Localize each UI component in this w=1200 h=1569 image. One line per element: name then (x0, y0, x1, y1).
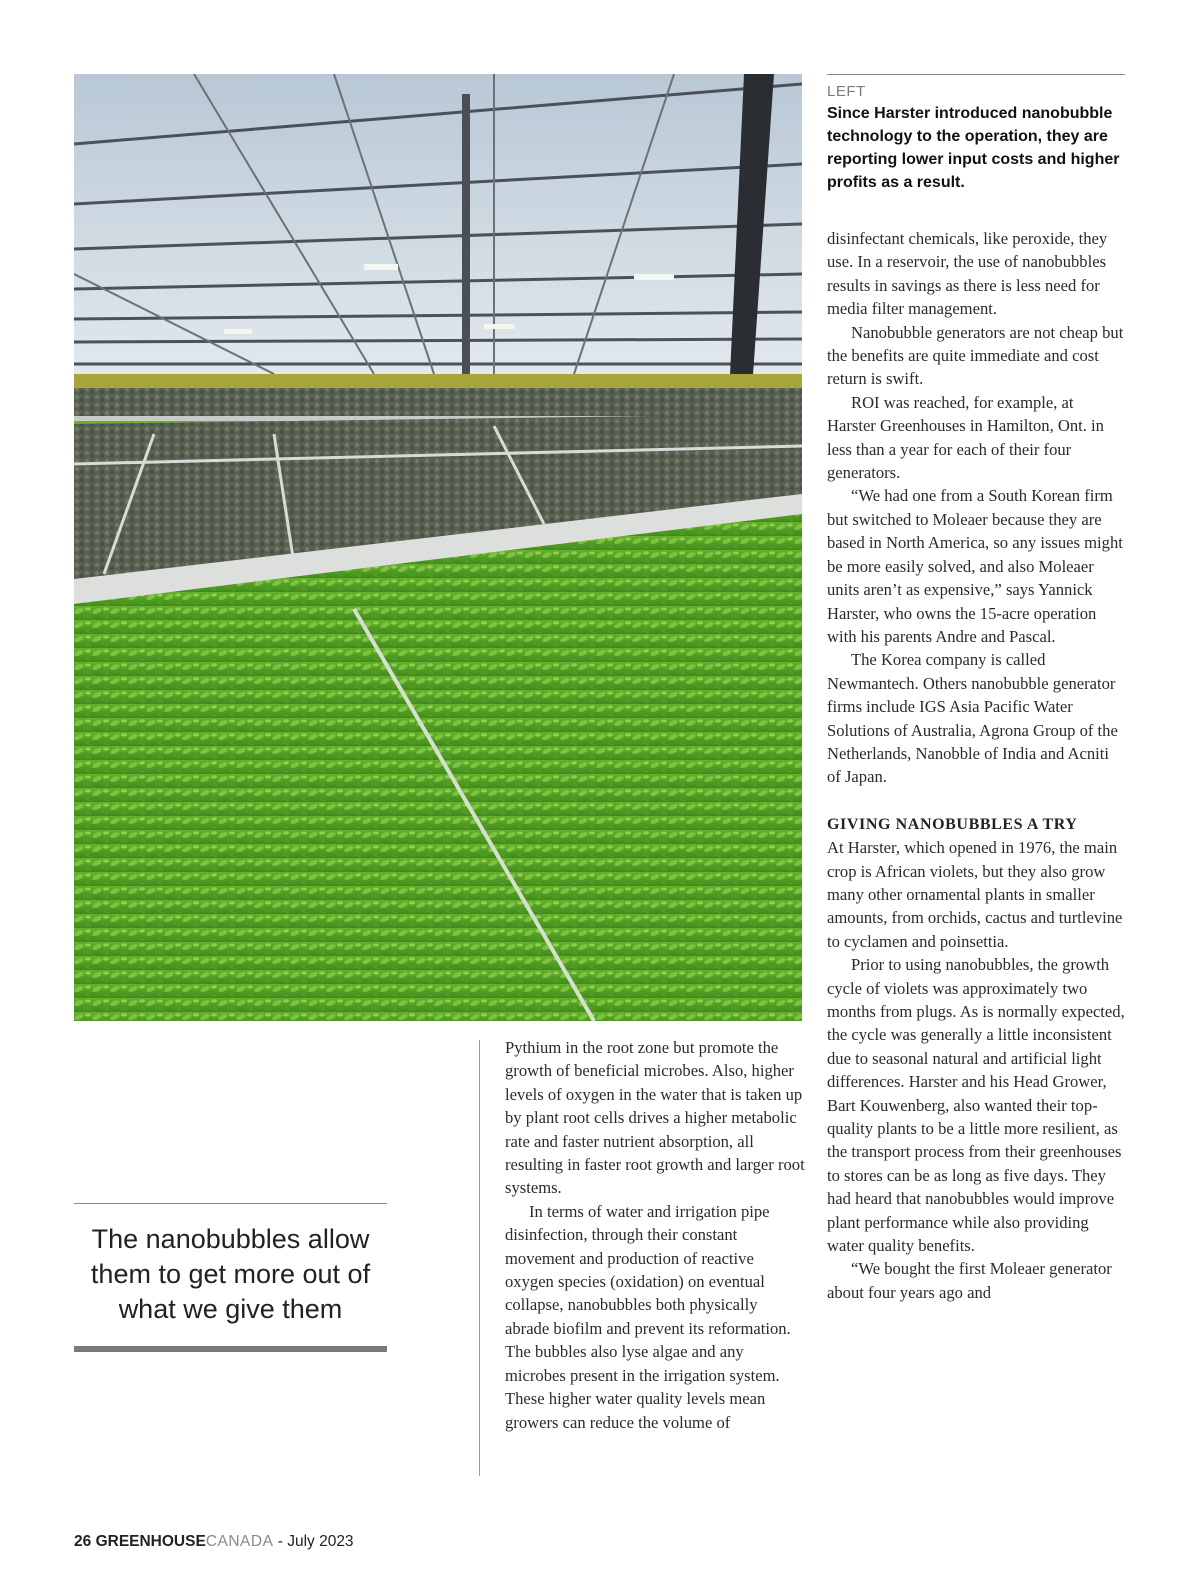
magazine-name-light: CANADA (205, 1533, 274, 1550)
paragraph: Prior to using nanobubbles, the growth cycle of violets was approximately two months from plugs. As is normally expected, the cycle was generally a little inconsistent due to seasonal natural and artificial light differences. Harster and his Head Grower, Bart Kouwenberg, also wanted their top-quality plants to be a little more resilient, as the transport process from their greenhouses to stores can be as long as five days. They had heard that nanobubbles would improve plant performance while also providing water quality benefits. (827, 955, 1125, 1256)
greenhouse-plants-photo (74, 74, 802, 1021)
paragraph: At Harster, which opened in 1976, the main crop is African violets, but they also grow many other ornamental plants in smaller amounts, from orchids, cactus and turtlevine to cyclamen and poinsettia. (827, 838, 1123, 951)
paragraph: “We had one from a South Korean firm but switched to Moleaer because they are based in North America, so any issues might be more easily solved, and also Moleaer units aren’t as expensive,” says Yannick Harster, who owns the 15-acre operation with his parents Andre and Pascal. (827, 486, 1123, 646)
caption-tag: LEFT (827, 83, 866, 100)
photo-caption (827, 74, 1125, 194)
page-footer (74, 1533, 354, 1551)
section-subhead: GIVING NANOBUBBLES A TRY (827, 815, 1078, 833)
column-divider (479, 1040, 480, 1476)
right-text-column (827, 227, 1125, 1304)
pull-quote (74, 1203, 387, 1327)
paragraph: The Korea company is called Newmantech. Others nanobubble generator firms include IGS Asia Pacific Water Solutions of Australia, Agrona Group of the Netherlands, Nanobble of India and Acniti of Japan. (827, 650, 1118, 787)
issue-date: - July 2023 (277, 1533, 354, 1550)
magazine-name: GREENHOUSE (95, 1533, 206, 1550)
paragraph: ROI was reached, for example, at Harster Greenhouses in Hamilton, Ont. in less than a year for each of their four generators. (827, 392, 1104, 483)
caption-text: Since Harster introduced nanobubble technology to the operation, they are reporting lower input costs and higher profits as a result. (827, 105, 1120, 191)
middle-text-column (505, 1036, 805, 1434)
pull-quote-bar (74, 1346, 387, 1352)
pull-quote-text: The nanobubbles allow them to get more out of what we give them (90, 1224, 371, 1324)
paragraph: In terms of water and irrigation pipe disinfection, through their constant movement and production of reactive oxygen species (oxidation) on eventual collapse, nanobubbles both physically abrade biofilm and prevent its reformation. The bubbles also lyse algae and any microbes present in the irrigation system. These higher water quality levels mean growers can reduce the volume of (505, 1201, 791, 1432)
page-number: 26 (74, 1533, 92, 1550)
paragraph: disinfectant chemicals, like peroxide, they use. In a reservoir, the use of nanobubbles results in savings as there is less need for media filter management. (827, 229, 1108, 319)
paragraph: Nanobubble generators are not cheap but the benefits are quite immediate and cost return is swift. (827, 322, 1124, 389)
greenhouse-photo (74, 74, 802, 1021)
paragraph: Pythium in the root zone but promote the growth of beneficial microbes. Also, higher levels of oxygen in the water that is taken up by plant root cells drives a higher metabolic rate and faster nutrient absorption, all resulting in faster root growth and larger root systems. (505, 1038, 805, 1198)
paragraph: “We bought the first Moleaer generator about four years ago and (827, 1259, 1112, 1302)
